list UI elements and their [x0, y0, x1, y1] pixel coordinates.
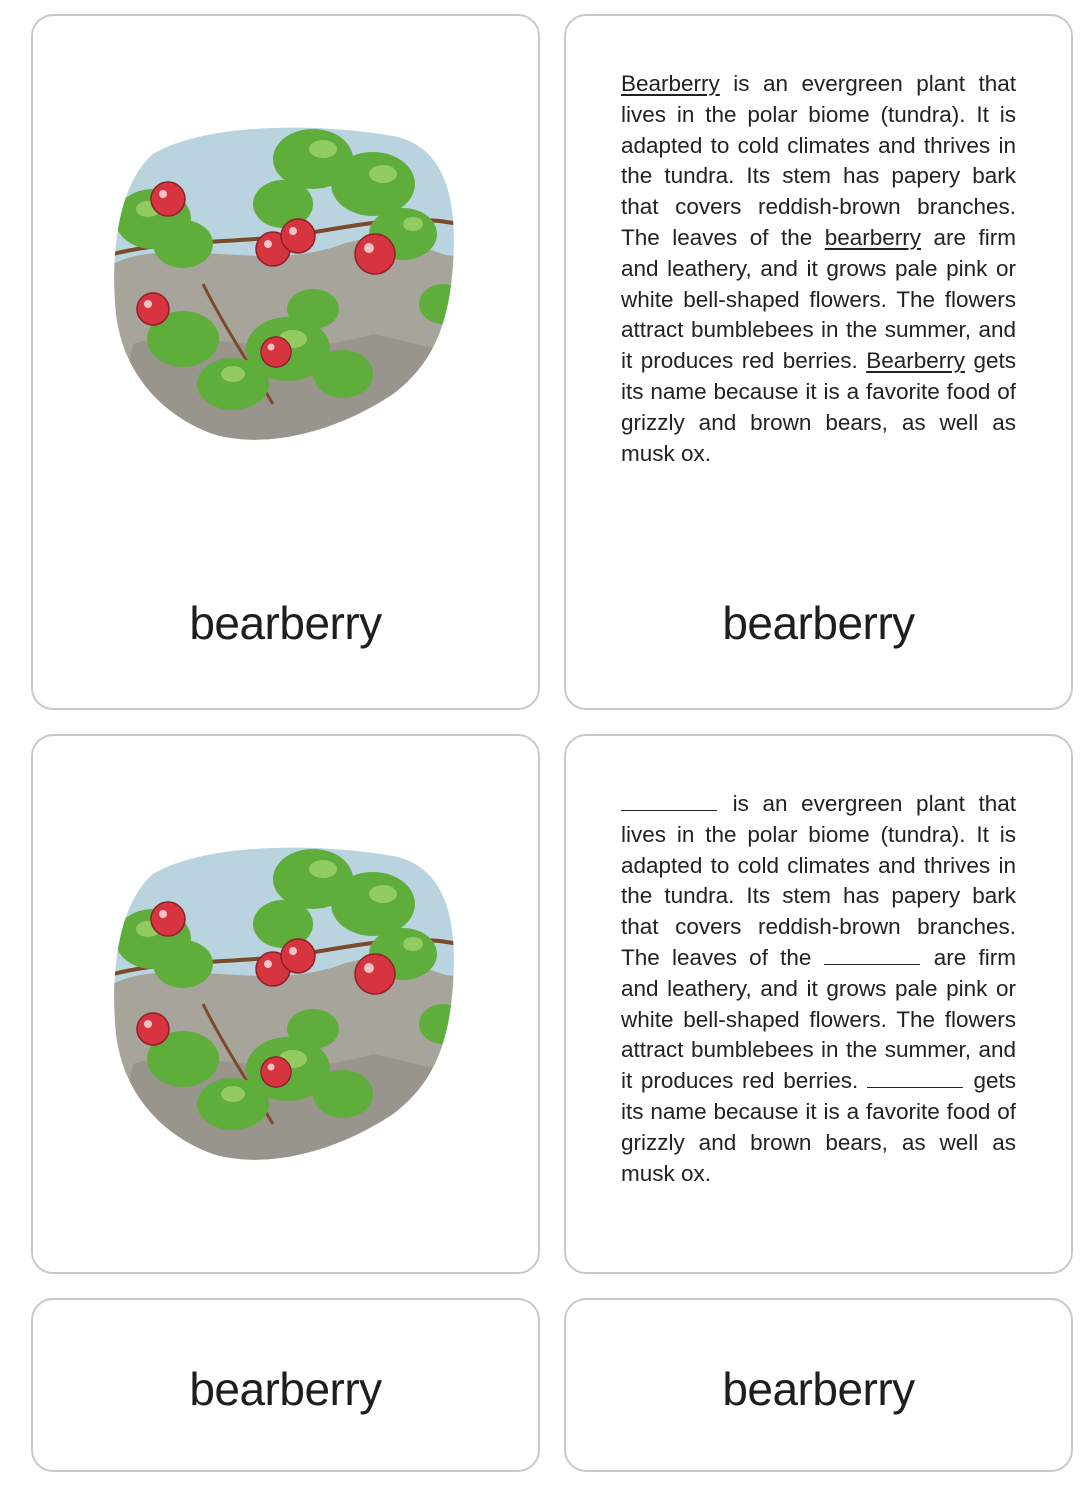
answer-blank	[621, 790, 717, 811]
text-segment: gets its name because it is a favorite food of grizzly and brown bears, as well as musk ox.	[621, 348, 1016, 466]
card-label: bearberry	[722, 1363, 915, 1415]
card-label: bearberry	[189, 1363, 382, 1415]
text-segment: are firm and leathery, and it grows pale pink or white bell-shaped flowers. The flowers attract bumblebees in the summer, and it produces red berries.	[621, 944, 1016, 1094]
definition-text	[621, 69, 1016, 469]
text-segment: is an evergreen plant that lives in the polar biome (tundra). It is adapted to cold climates and thrives in the tundra. Its stem has papery bark that covers reddish-brown branches. The leaves of the	[621, 71, 1016, 250]
control-picture-card	[31, 734, 540, 1274]
bearberry-illustration	[113, 124, 458, 446]
definition-card	[564, 14, 1073, 710]
label-card	[31, 1298, 540, 1472]
blank-definition-card	[564, 734, 1073, 1274]
text-segment: gets its name because it is a favorite food of grizzly and brown bears, as well as musk ox.	[621, 1068, 1016, 1186]
card-label: bearberry	[722, 597, 915, 649]
label-card	[564, 1298, 1073, 1472]
bearberry-illustration	[113, 844, 458, 1166]
answer-blank	[867, 1067, 963, 1088]
answer-blank	[824, 944, 920, 965]
term-word: Bearberry	[866, 348, 965, 374]
blank-definition-text	[621, 789, 1016, 1189]
term-word: bearberry	[824, 224, 922, 250]
text-segment: is an evergreen plant that lives in the polar biome (tundra). It is adapted to cold climates and thrives in the tundra. Its stem has papery bark that covers reddish-brown branches. The leaves of the	[621, 791, 1016, 970]
term-word: Bearberry	[621, 71, 720, 96]
text-segment: are firm and leathery, and it grows pale pink or white bell-shaped flowers. The flowers attract bumblebees in the summer, and it produces red berries.	[621, 224, 1016, 374]
picture-card	[31, 14, 540, 710]
card-label: bearberry	[189, 597, 382, 649]
